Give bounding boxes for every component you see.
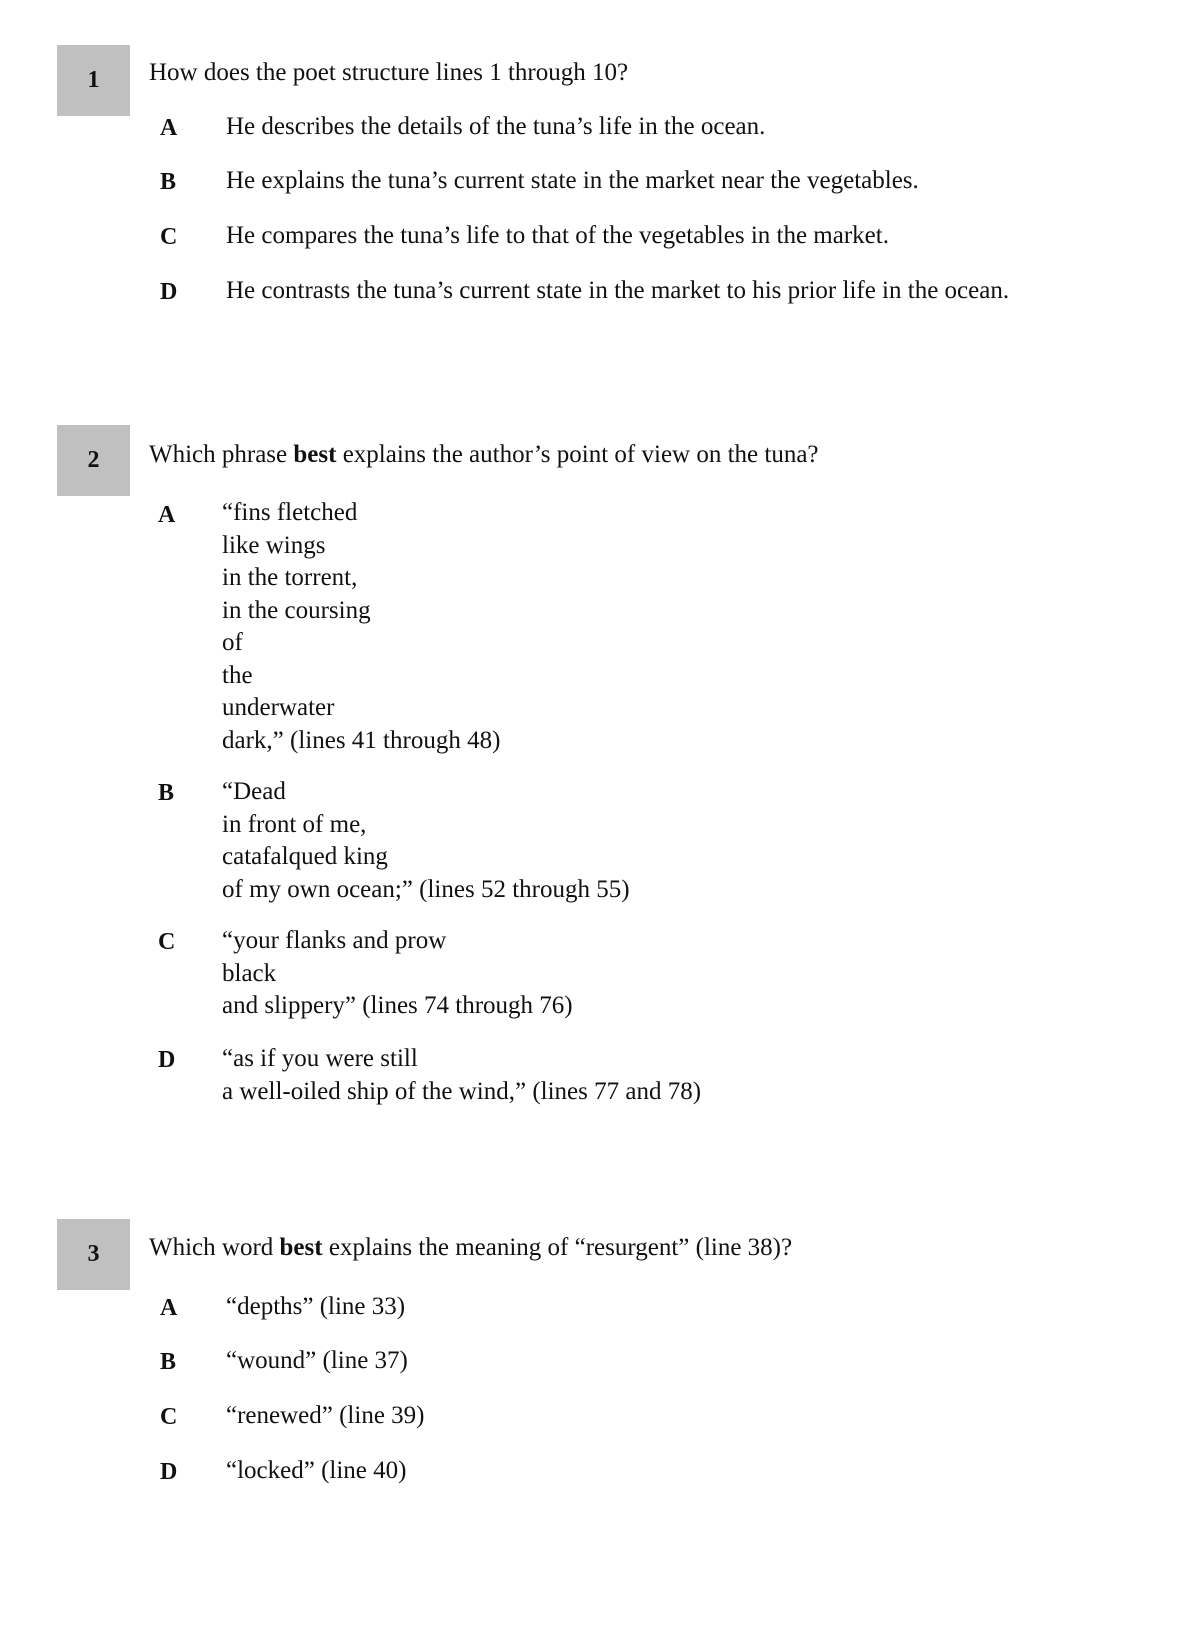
option-b-text[interactable]: “wound” (line 37) xyxy=(226,1347,408,1374)
option-letter-c[interactable]: C xyxy=(160,224,178,250)
option-letter-d[interactable]: D xyxy=(158,1047,176,1073)
option-a-text[interactable]: “fins fletched like wings in the torrent, in the coursing of the underwater dark,” (lines 41 through 48) xyxy=(222,499,501,754)
option-letter-d[interactable]: D xyxy=(160,279,178,305)
option-d-text[interactable]: He contrasts the tuna’s current state in the market to his prior life in the ocean. xyxy=(226,277,1010,304)
option-letter-c[interactable]: C xyxy=(158,929,176,955)
option-letter-b[interactable]: B xyxy=(160,169,177,195)
option-d-text[interactable]: “as if you were still a well-oiled ship of the wind,” (lines 77 and 78) xyxy=(222,1045,702,1105)
option-letter-b[interactable]: B xyxy=(158,780,175,806)
question-number: 2 xyxy=(87,447,100,473)
option-letter-a[interactable]: A xyxy=(160,1295,178,1321)
question-stem: Which phrase best explains the author’s point of view on the tuna? xyxy=(149,441,819,468)
question-number-box xyxy=(57,45,130,116)
option-letter-c[interactable]: C xyxy=(160,1404,178,1430)
option-a-text[interactable]: He describes the details of the tuna’s life in the ocean. xyxy=(226,113,766,140)
question-number-box xyxy=(57,1219,130,1290)
option-b-text[interactable]: He explains the tuna’s current state in the market near the vegetables. xyxy=(226,167,919,194)
question-stem: Which word best explains the meaning of “resurgent” (line 38)? xyxy=(149,1234,793,1261)
option-b-text[interactable]: “Dead in front of me, catafalqued king of my own ocean;” (lines 52 through 55) xyxy=(222,778,630,903)
option-letter-a[interactable]: A xyxy=(158,502,176,528)
option-a-text[interactable]: “depths” (line 33) xyxy=(226,1293,406,1320)
option-d-text[interactable]: “locked” (line 40) xyxy=(226,1457,407,1484)
question-number: 3 xyxy=(87,1241,100,1267)
question-stem: How does the poet structure lines 1 through 10? xyxy=(149,59,629,86)
option-letter-d[interactable]: D xyxy=(160,1459,178,1485)
option-c-text[interactable]: “your flanks and prow black and slippery” (lines 74 through 76) xyxy=(222,927,573,1019)
option-c-text[interactable]: He compares the tuna’s life to that of the vegetables in the market. xyxy=(226,222,889,249)
option-c-text[interactable]: “renewed” (line 39) xyxy=(226,1402,425,1429)
question-number: 1 xyxy=(87,67,100,93)
option-letter-a[interactable]: A xyxy=(160,115,178,141)
option-letter-b[interactable]: B xyxy=(160,1349,177,1375)
question-number-box xyxy=(57,425,130,496)
